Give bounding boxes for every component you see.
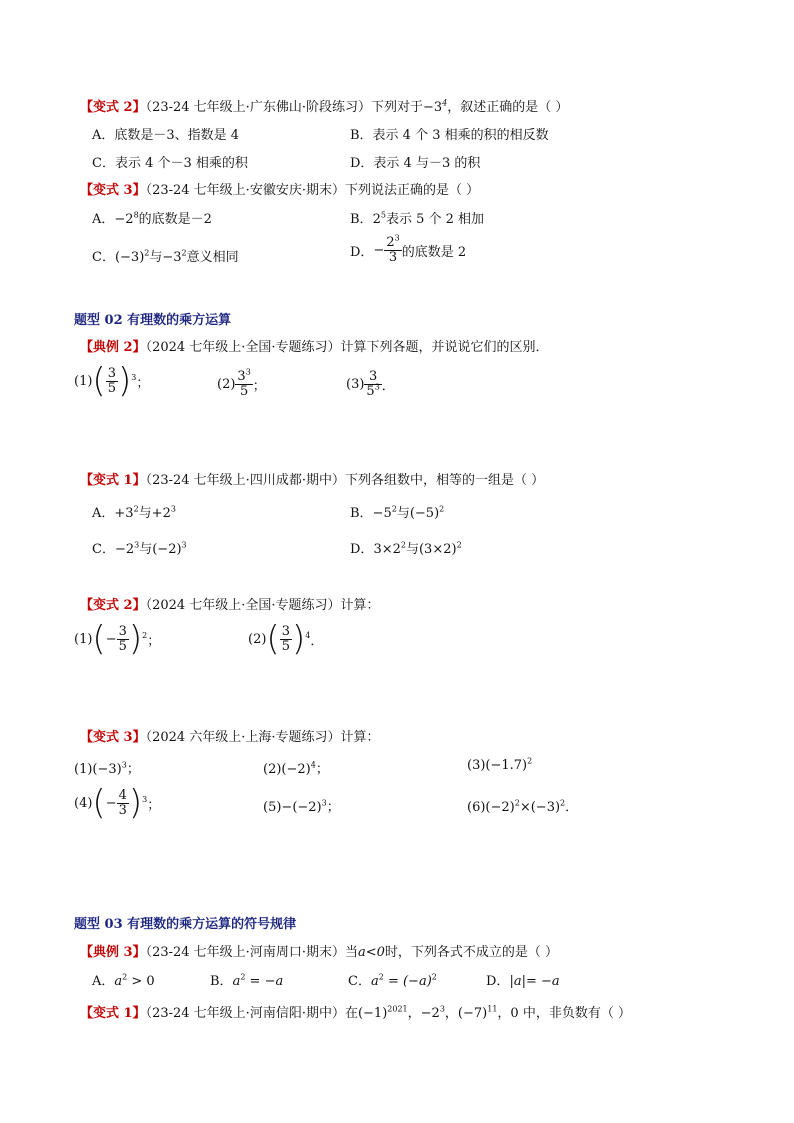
option-b[interactable]: B．表示 4 个 3 相乘的积的相反数 bbox=[350, 128, 549, 143]
part-2: (2) $\frac{3^3}{5}$ ； bbox=[217, 367, 266, 399]
part-1: (1) ( − $\frac{3}{5}$ ) 2 ； bbox=[74, 619, 161, 659]
part-1: (1) ( $\frac{3}{5}$ ) 3 ； bbox=[74, 361, 150, 401]
option-b[interactable]: B．$a^2 = -a$ bbox=[210, 972, 284, 989]
section-title-03: 题型 03 有理数的乘方运算的符号规律 bbox=[74, 917, 297, 932]
option-d[interactable]: D．$3\times 2^2$与$(3\times 2)^2$ bbox=[350, 540, 462, 557]
part-2: $(2)(-2)^4$； bbox=[263, 760, 329, 777]
option-c[interactable]: C．$a^2 = (-a)^2$ bbox=[348, 972, 437, 989]
part-2: (2) ( $\frac{3}{5}$ ) 4 ． bbox=[248, 619, 324, 659]
question-dianli2: 【典例 2】（2024 七年级上·全国·专题练习）计算下列各题，并说说它们的区别． bbox=[80, 340, 549, 355]
option-c[interactable]: C．$-2^3$与$(-2)^3$ bbox=[92, 540, 187, 557]
option-a[interactable]: A．底数是－3、指数是 4 bbox=[92, 128, 240, 143]
question-bianshi1b: 【变式 1】（23-24 七年级上·四川成都·期中）下列各组数中，相等的一组是（ ） bbox=[80, 473, 545, 488]
part-5: $(5)-(-2)^3$； bbox=[263, 798, 340, 815]
part-1: $(1)(-3)^3$； bbox=[74, 760, 140, 777]
part-3: $(3)(-1.7)^2$ bbox=[467, 756, 533, 773]
option-d[interactable]: D．|a|= −a bbox=[486, 974, 560, 989]
option-a[interactable]: A．$+3^2$与$+2^3$ bbox=[92, 504, 176, 521]
option-c[interactable]: C．表示 4 个－3 相乘的积 bbox=[92, 156, 248, 171]
question-bianshi3b: 【变式 3】（2024 六年级上·上海·专题练习）计算： bbox=[80, 730, 380, 745]
part-6: $(6)(-2)^2\times(-3)^2$． bbox=[467, 798, 579, 815]
section-title-02: 题型 02 有理数的乘方运算 bbox=[74, 313, 232, 328]
part-4: (4) ( − $\frac{4}{3}$ ) 3 ； bbox=[74, 783, 161, 823]
option-b[interactable]: B．$2^5$表示 5 个 2 相加 bbox=[350, 210, 485, 227]
option-a[interactable]: A．$-2^8$的底数是－2 bbox=[92, 210, 212, 227]
option-c[interactable]: C．$(-3)^2$与$-3^2$意义相同 bbox=[92, 248, 239, 265]
question-bianshi2a: 【变式 2】（23-24 七年级上·广东佛山·阶段练习）下列对于$-3^4$，叙述正确的是（ ） bbox=[80, 98, 569, 115]
question-bianshi1c: 【变式 1】（23-24 七年级上·河南信阳·期中）在$(-1)^{2021}$，$-2^3$，$(-7)^{11}$，0 中，非负数有（ ） bbox=[80, 1004, 631, 1021]
question-bianshi3a: 【变式 3】（23-24 七年级上·安徽安庆·期末）下列说法正确的是（ ） bbox=[80, 183, 480, 198]
option-a[interactable]: A．$a^2 > 0$ bbox=[92, 972, 155, 989]
part-3: (3) $\frac{3}{5^3}$ ． bbox=[346, 369, 395, 399]
option-d[interactable]: D．表示 4 与－3 的积 bbox=[350, 156, 481, 171]
option-b[interactable]: B．$-5^2$与$(-5)^2$ bbox=[350, 504, 445, 521]
question-dianli3: 【典例 3】（23-24 七年级上·河南周口·期末）当a<0时，下列各式不成立的是（ ） bbox=[80, 945, 559, 960]
question-bianshi2b: 【变式 2】（2024 七年级上·全国·专题练习）计算： bbox=[80, 598, 380, 613]
fraction: $\frac{2^3}{3}$ bbox=[386, 233, 400, 265]
option-d[interactable]: D． − $\frac{2^3}{3}$ 的底数是 2 bbox=[350, 233, 467, 265]
